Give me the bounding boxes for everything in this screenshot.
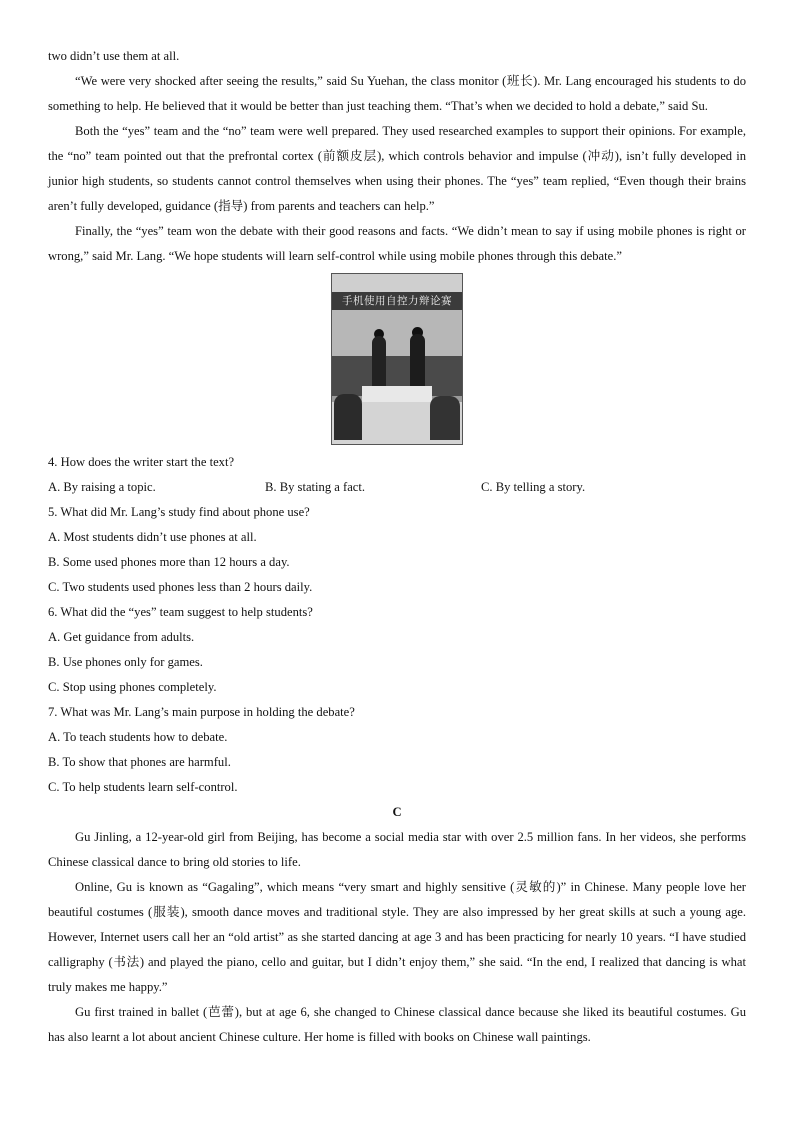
option-c[interactable]: C. Two students used phones less than 2 hours daily. bbox=[48, 580, 313, 594]
passage-b-paragraph-2: Both the “yes” team and the “no” team were well prepared. They used researched examples to support their opinions. For example, the “no” team pointed out that the prefrontal cortex (前额皮层), which controls behavior and impulse (冲动), isn’t fully developed in junior high students, so students cannot control themselves when using their phones. The “yes” team replied, “Even though their brains aren’t fully developed, guidance (指导) from parents and teachers can help.” bbox=[48, 124, 746, 213]
photo-ceiling bbox=[332, 274, 462, 292]
option-c[interactable]: C. To help students learn self-control. bbox=[48, 780, 238, 794]
question-6 bbox=[48, 600, 746, 700]
photo-seated-person bbox=[430, 396, 460, 440]
option-a[interactable]: A. Most students didn’t use phones at all. bbox=[48, 530, 257, 544]
option-a[interactable]: A. To teach students how to debate. bbox=[48, 730, 228, 744]
section-c-title: C bbox=[392, 805, 402, 819]
option-b[interactable]: B. Use phones only for games. bbox=[48, 655, 203, 669]
photo-wall bbox=[332, 310, 462, 360]
options-row bbox=[48, 475, 746, 500]
passage-b-paragraph-0: two didn’t use them at all. bbox=[48, 49, 180, 63]
passage-b-paragraph-3: Finally, the “yes” team won the debate with their good reasons and facts. “We didn’t mean to say if using mobile phones is right or wrong,” said Mr. Lang. “We hope students will learn self-control while using mobile phones through this debate.” bbox=[48, 224, 746, 263]
question-stem: 6. What did the “yes” team suggest to help students? bbox=[48, 605, 313, 619]
question-5 bbox=[48, 500, 746, 600]
question-stem: 7. What was Mr. Lang’s main purpose in holding the debate? bbox=[48, 705, 355, 719]
question-4 bbox=[48, 450, 746, 500]
section-c-paragraph-3: Gu first trained in ballet (芭蕾), but at age 6, she changed to Chinese classical dance because she liked its beautiful costumes. Gu has also learnt a lot about ancient Chinese culture. Her home is filled with books on Chinese wall paintings. bbox=[48, 1005, 746, 1044]
question-stem: 5. What did Mr. Lang’s study find about phone use? bbox=[48, 505, 310, 519]
section-c-paragraph-2: Online, Gu is known as “Gagaling”, which means “very smart and highly sensitive (灵敏的)” in Chinese. Many people love her beautiful costumes (服装), smooth dance moves and traditional style. They are also impressed by her great skills at such a young age. However, Internet users call her an “old artist” as she started dancing at age 3 and has been practicing for nearly 10 years. “I have studied calligraphy (书法) and played the piano, cello and guitar, but I didn’t enjoy them,” she said. “In the end, I realized that dancing is what truly makes me happy.” bbox=[48, 880, 746, 994]
option-b[interactable]: B. To show that phones are harmful. bbox=[48, 755, 231, 769]
passage-b-paragraph-1: “We were very shocked after seeing the results,” said Su Yuehan, the class monitor (班长). Mr. Lang encouraged his students to do something to help. He believed that it would be better than just teaching them. “That’s when we decided to hold a debate,” said Su. bbox=[48, 74, 746, 113]
photo-banner-text: 手机使用自控力辩论赛 bbox=[332, 292, 462, 310]
photo-speaker bbox=[410, 334, 425, 392]
option-a[interactable]: A. By raising a topic. bbox=[48, 480, 156, 494]
option-c[interactable]: C. By telling a story. bbox=[481, 480, 586, 494]
debate-photo bbox=[331, 273, 463, 445]
question-7 bbox=[48, 700, 746, 800]
option-a[interactable]: A. Get guidance from adults. bbox=[48, 630, 195, 644]
option-c[interactable]: C. Stop using phones completely. bbox=[48, 680, 217, 694]
document-page bbox=[48, 44, 746, 1050]
photo-seated-person bbox=[334, 394, 362, 440]
question-stem: 4. How does the writer start the text? bbox=[48, 455, 235, 469]
option-b[interactable]: B. By stating a fact. bbox=[265, 480, 366, 494]
photo-table bbox=[362, 386, 432, 402]
section-c-paragraph-1: Gu Jinling, a 12-year-old girl from Beijing, has become a social media star with over 2.5 million fans. In her videos, she performs Chinese classical dance to bring old stories to life. bbox=[48, 830, 746, 869]
photo-speaker bbox=[372, 336, 386, 392]
option-b[interactable]: B. Some used phones more than 12 hours a day. bbox=[48, 555, 290, 569]
photo-container bbox=[48, 273, 746, 445]
